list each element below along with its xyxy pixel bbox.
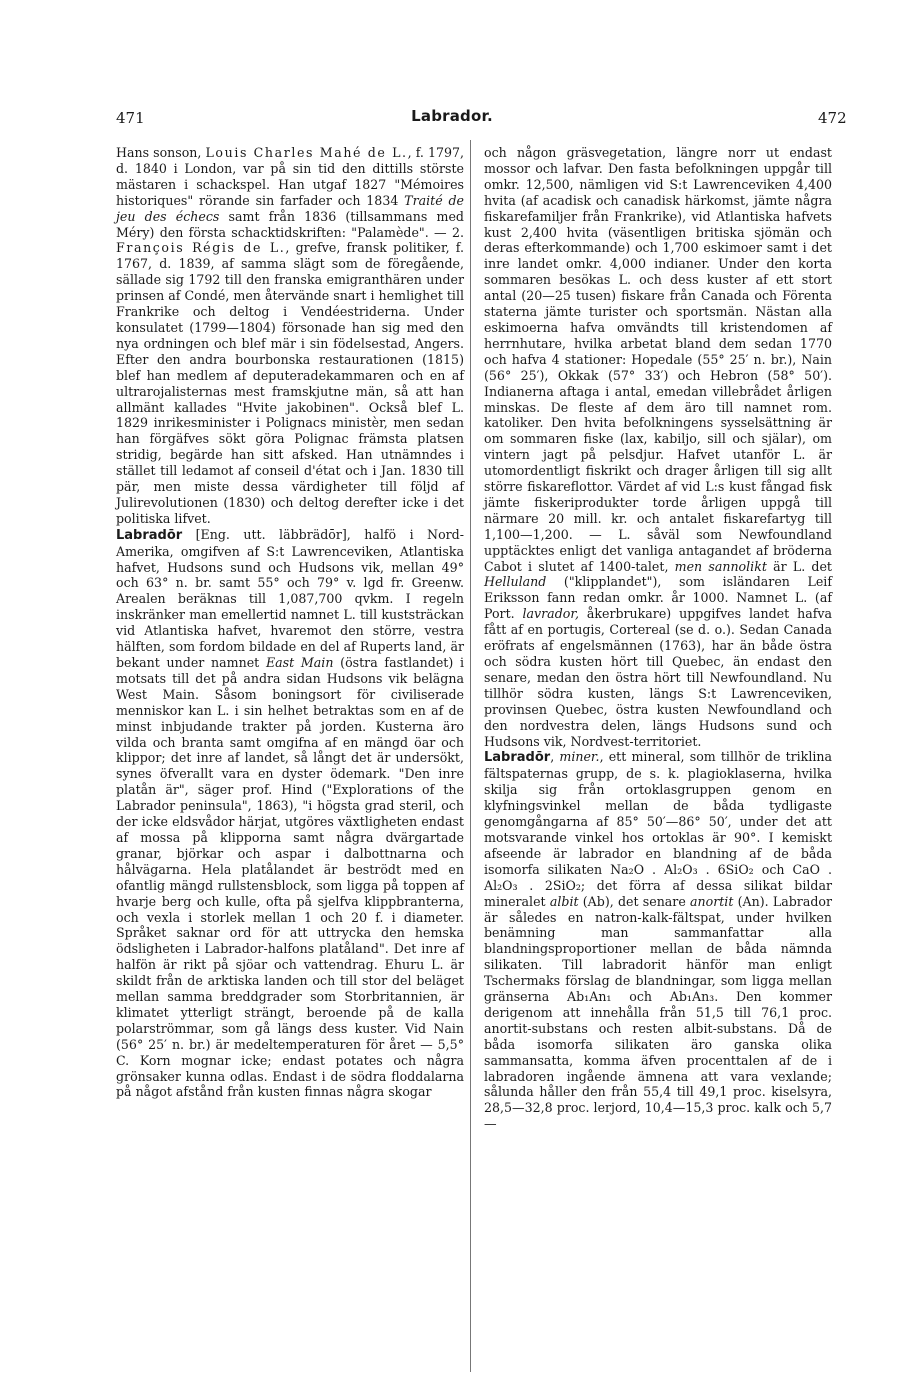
text-run: [Eng. utt. läbbrädōr], halfö i Nord-Amerika, omgifven af S:t Lawrenceviken, Atlantiska hafvet, Hudsons sund och Hudsons vik, mellan 49° och 63° n. br. samt 55° och 79° v. lgd fr. Greenw. Arealen beräknas till 1,087,700 qvkm. I regeln inskränker man emellertid namnet L. till kuststräckan vid Atlantiska hafvet, hvaremot den större, vestra hälften, som fordom bildade en del af Ruperts land, är bekant under namnet <box>116 526 464 670</box>
person-name: François Régis de L. <box>116 240 286 256</box>
person-name: Louis Charles Mahé de L. <box>205 145 408 160</box>
text-run: , f. 1797, d. 1840 i London, var på sin tid den dittills störste mästaren i schackspel. Han utgaf 1827 "Mémoires historiques" rörande sin farfader och 1834 <box>116 145 465 208</box>
emphasis: men sannolikt <box>674 558 767 574</box>
left-column <box>116 145 464 1100</box>
mineral-name: anortit <box>690 893 734 909</box>
page-number-left: 471 <box>116 109 145 127</box>
text-run: , ett mineral, som tillhör de triklina fältspaternas grupp, de s. k. plagioklaserna, hvilka skilja sig från ortoklasgruppen genom en klyfningsvinkel mellan de båda tydligaste genomgångarna af 85° 50′—86° 50′, under det att motsvarande vinkel hos ortoklas är 90°. I kemiskt afseende är labrador en blandning af de båda isomorfa silikaten Na₂O . Al₂O₃ . 6SiO₂ och CaO . Al₂O₃ . 2SiO₂; det förra af dessa silikat bildar mineralet <box>484 749 832 909</box>
entry-headword: Labradōr <box>484 750 551 766</box>
text-run: (östra fastlandet) i motsats till det på andra sidan Hudsons vik belägna West Main. Såsom boningsort för civiliserade menniskor kan L. i sin helhet betraktas som en af de minst inbjudande trakter på jorden. Kusterna äro vilda och branta samt omgifna af en mängd öar och klippor; det inre af landet, så långt det är undersökt, synes öfverallt vara en dyster ödemark. "Den inre platån är", säger prof. Hind ("Explorations of the Labrador peninsula", 1863), "i högsta grad steril, och der icke eldsvådor härjat, utgöres växtligheten endast af mossa på klipporna samt några dvärgartade granar, björkar och aspar i dalbottnarna och hålvägarna. Hela platålandet är beströdt med en ofantlig mängd rullstensblock, som ligga på toppen af hvarje berg och kulle, ofta på sjelfva klippbranterna, och vexla i storlek mellan 1 och 20 f. i diameter. Språket saknar ord för att uttrycka den hemska ödsligheten i Labrador-halfons platåland". Det inre af halfön är rikt på sjöar och vattendrag. Ehuru L. är skildt från de arktiska landen och till stor del beläget mellan samma breddgrader som Storbritannien, är klimatet ytterligt strängt, beroende på de kalla polarströmmar, som gå längs dess kuster. Vid Nain (56° 25′ n. br.) är medeltemperaturen för året — 5,5° C. Korn mognar icke; endast potates och några grönsaker kunna odlas. Endast i de södra floddalarna på något afstånd från kusten finnas några skogar <box>116 655 465 1100</box>
text-run: är L. det <box>766 558 832 574</box>
entry-headword: Labradōr <box>116 527 183 543</box>
etymology-word: lavrador, <box>522 606 579 622</box>
text-run: åkerbrukare) uppgifves landet hafva fått af en portugis, Cortereal (se d. o.). Sedan Canada eröfrats af engelsmännen (1763), har än både östra och södra kusten hört till Quebec, än endast den senare, medan den östra hört till Newfoundland. Nu tillhör södra kusten, längs S:t Lawrenceviken, provinsen Quebec, östra kusten Newfoundland och den nordvestra delen, längs Hudsons sund och Hudsons vik, Nordvest-territoriet. <box>484 606 832 749</box>
entry-labrador-peninsula <box>116 527 464 1101</box>
text-run: ("klipplandet"), som isländaren Leif Eriksson fann redan omkr. år 1000. Namnet L. (af Port. <box>484 574 832 622</box>
text-run: , grefve, fransk politiker, f. 1767, d. 1839, af samma slägt som de föregående, sällade sig 1792 till den franska emigranthären under prinsen af Condé, men återvände snart i hemlighet till Frankrike och deltog i Vendéestriderna. Under konsulatet (1799—1804) försonade han sig med den nya ordningen och blef mär i sin födelsestad, Angers. Efter den andra bourbonska restaurationen (1815) blef han medlem af deputeradekammaren och en af ultrarojalisternas mest framskjutne män, så att han allmänt kallades "Hvite jakobinen". Också blef L. 1829 inrikesminister i Polignacs ministèr, men sedan han förgäfves sökt göra Polignac främsta platsen stridig, begärde han sitt afsked. Han utnämndes i stället till ledamot af conseil d'état och i Jan. 1830 till pär, men miste dessa värdigheter till följd af Julirevolutionen (1830) och deltog derefter icke i det politiska lifvet. <box>116 240 464 526</box>
text-run: Hans sonson, <box>116 145 206 160</box>
text-run: (Ab), det senare <box>578 893 691 909</box>
paragraph-labrador-population <box>484 145 832 749</box>
running-head: Labrador. <box>411 107 493 125</box>
column-divider <box>470 140 471 1372</box>
abbreviation: miner. <box>559 749 600 765</box>
place-name: East Main <box>265 655 334 670</box>
text-run: och någon gräsvegetation, längre norr ut endast mossor och lafvar. Den fasta befolkningen uppgår till omkr. 12,500, nämligen vid S:t Lawrenceviken 4,400 hvita (af acadisk och canadisk härkomst, jämte några fiskarefamiljer från Frankrike), vid Atlantiska hafvets kust 2,400 hvita (väsentligen britiska sjömän och deras efterkommande) och 1,700 eskimoer samt i det inre landet omkr. 4,000 indianer. Under den korta sommaren besökas L. och dess kuster af ett stort antal (20—25 tusen) fiskare från Canada och Förenta staterna jämte turister och sportsmän. Nästan alla eskimoerna hafva omvändts till kristendomen af herrnhutare, hvilka arbetat bland dem sedan 1770 och hafva 4 stationer: Hopedale (55° 25′ n. br.), Nain (56° 25′), Okkak (57° 33′) och Hebron (58° 50′). Indianerna aftaga i antal, emedan villebrådet årligen minskas. De fleste af dem äro till namnet rom. katoliker. Den hvita befolkningens sysselsättning är om sommaren fiske (lax, kabiljo, sill och själar), om vintern jagt på pelsdjur. Hafvet utanför L. är utomordentligt fiskrikt och drager årligen till sig allt större fiskareflottor. Värdet af vid L:s kust fångad fisk jämte fiskeriprodukter torde årligen uppgå till närmare 20 mill. kr. och antalet fiskarefartyg till 1,100—1,200. — L. såväl som Newfoundland upptäcktes enligt det vanliga antagandet af bröderna Cabot i slutet af 1400-talet, <box>484 145 832 574</box>
text-run: samt från 1836 (tillsammans med Méry) den första schacktidskriften: "Palamède". — 2. <box>116 208 464 240</box>
place-name: Helluland <box>484 574 547 590</box>
entry-labrador-mineral: Labradōr, miner., ett mineral, som tillhör de triklina fältspaternas grupp, de s. k. plagioklaserna, hvilka skilja sig från ortoklasgruppen genom en klyfningsvinkel mellan de båda tydligaste genomgångarna af 85° 50′—86° 50′, under det att motsvarande vinkel hos ortoklas är 90°. I kemiskt afseende är labrador en blandning af de båda isomorfa silikaten Na₂O . Al₂O₃ . 6SiO₂ och CaO . Al₂O₃ . 2SiO₂; det förra af dessa silikat bildar mineralet albit (Ab), det senare anortit (An). Labrador är således en natron-kalk-fältspat, under hvilken benämning man sammanfattar alla blandningsproportioner mellan de båda nämnda silikaten. Till labradorit hänför man enligt Tschermaks förslag de blandningar, som ligga mellan gränserna Ab₁An₁ och Ab₁An₃. Den kommer derigenom att innehålla från 51,5 till 76,1 proc. anortit-substans och resten albit-substans. Då de båda isomorfa silikaten äro ganska olika sammansatta, komma äfven procenttalen af de i labradoren ingående ämnena att vara vexlande; sålunda håller den från 55,4 till 49,1 proc. kiselsyra, 28,5—32,8 proc. lerjord, 10,4—15,3 proc. kalk och 5,7— <box>484 749 833 1132</box>
text-run: (An). Labrador är således en natron-kalk-fältspat, under hvilken benämning man sammanfattar alla blandningsproportioner mellan de båda nämnda silikaten. Till labradorit hänför man enligt Tschermaks förslag de blandningar, som ligga mellan gränserna Ab₁An₁ och Ab₁An₃. Den kommer derigenom att innehålla från 51,5 till 76,1 proc. anortit-substans och resten albit-substans. Då de båda isomorfa silikaten äro ganska olika sammansatta, komma äfven procenttalen af de i labradoren ingående ämnena att vara vexlande; sålunda håller den från 55,4 till 49,1 proc. kiselsyra, 28,5—32,8 proc. lerjord, 10,4—15,3 proc. kalk och 5,7— <box>484 893 833 1132</box>
page-number-right: 472 <box>818 109 847 127</box>
paragraph-mahe-de-labourdonnais <box>116 145 464 527</box>
right-column <box>484 145 832 1132</box>
book-title: Traité de jeu des échecs <box>116 192 464 224</box>
mineral-name: albit <box>549 893 579 909</box>
